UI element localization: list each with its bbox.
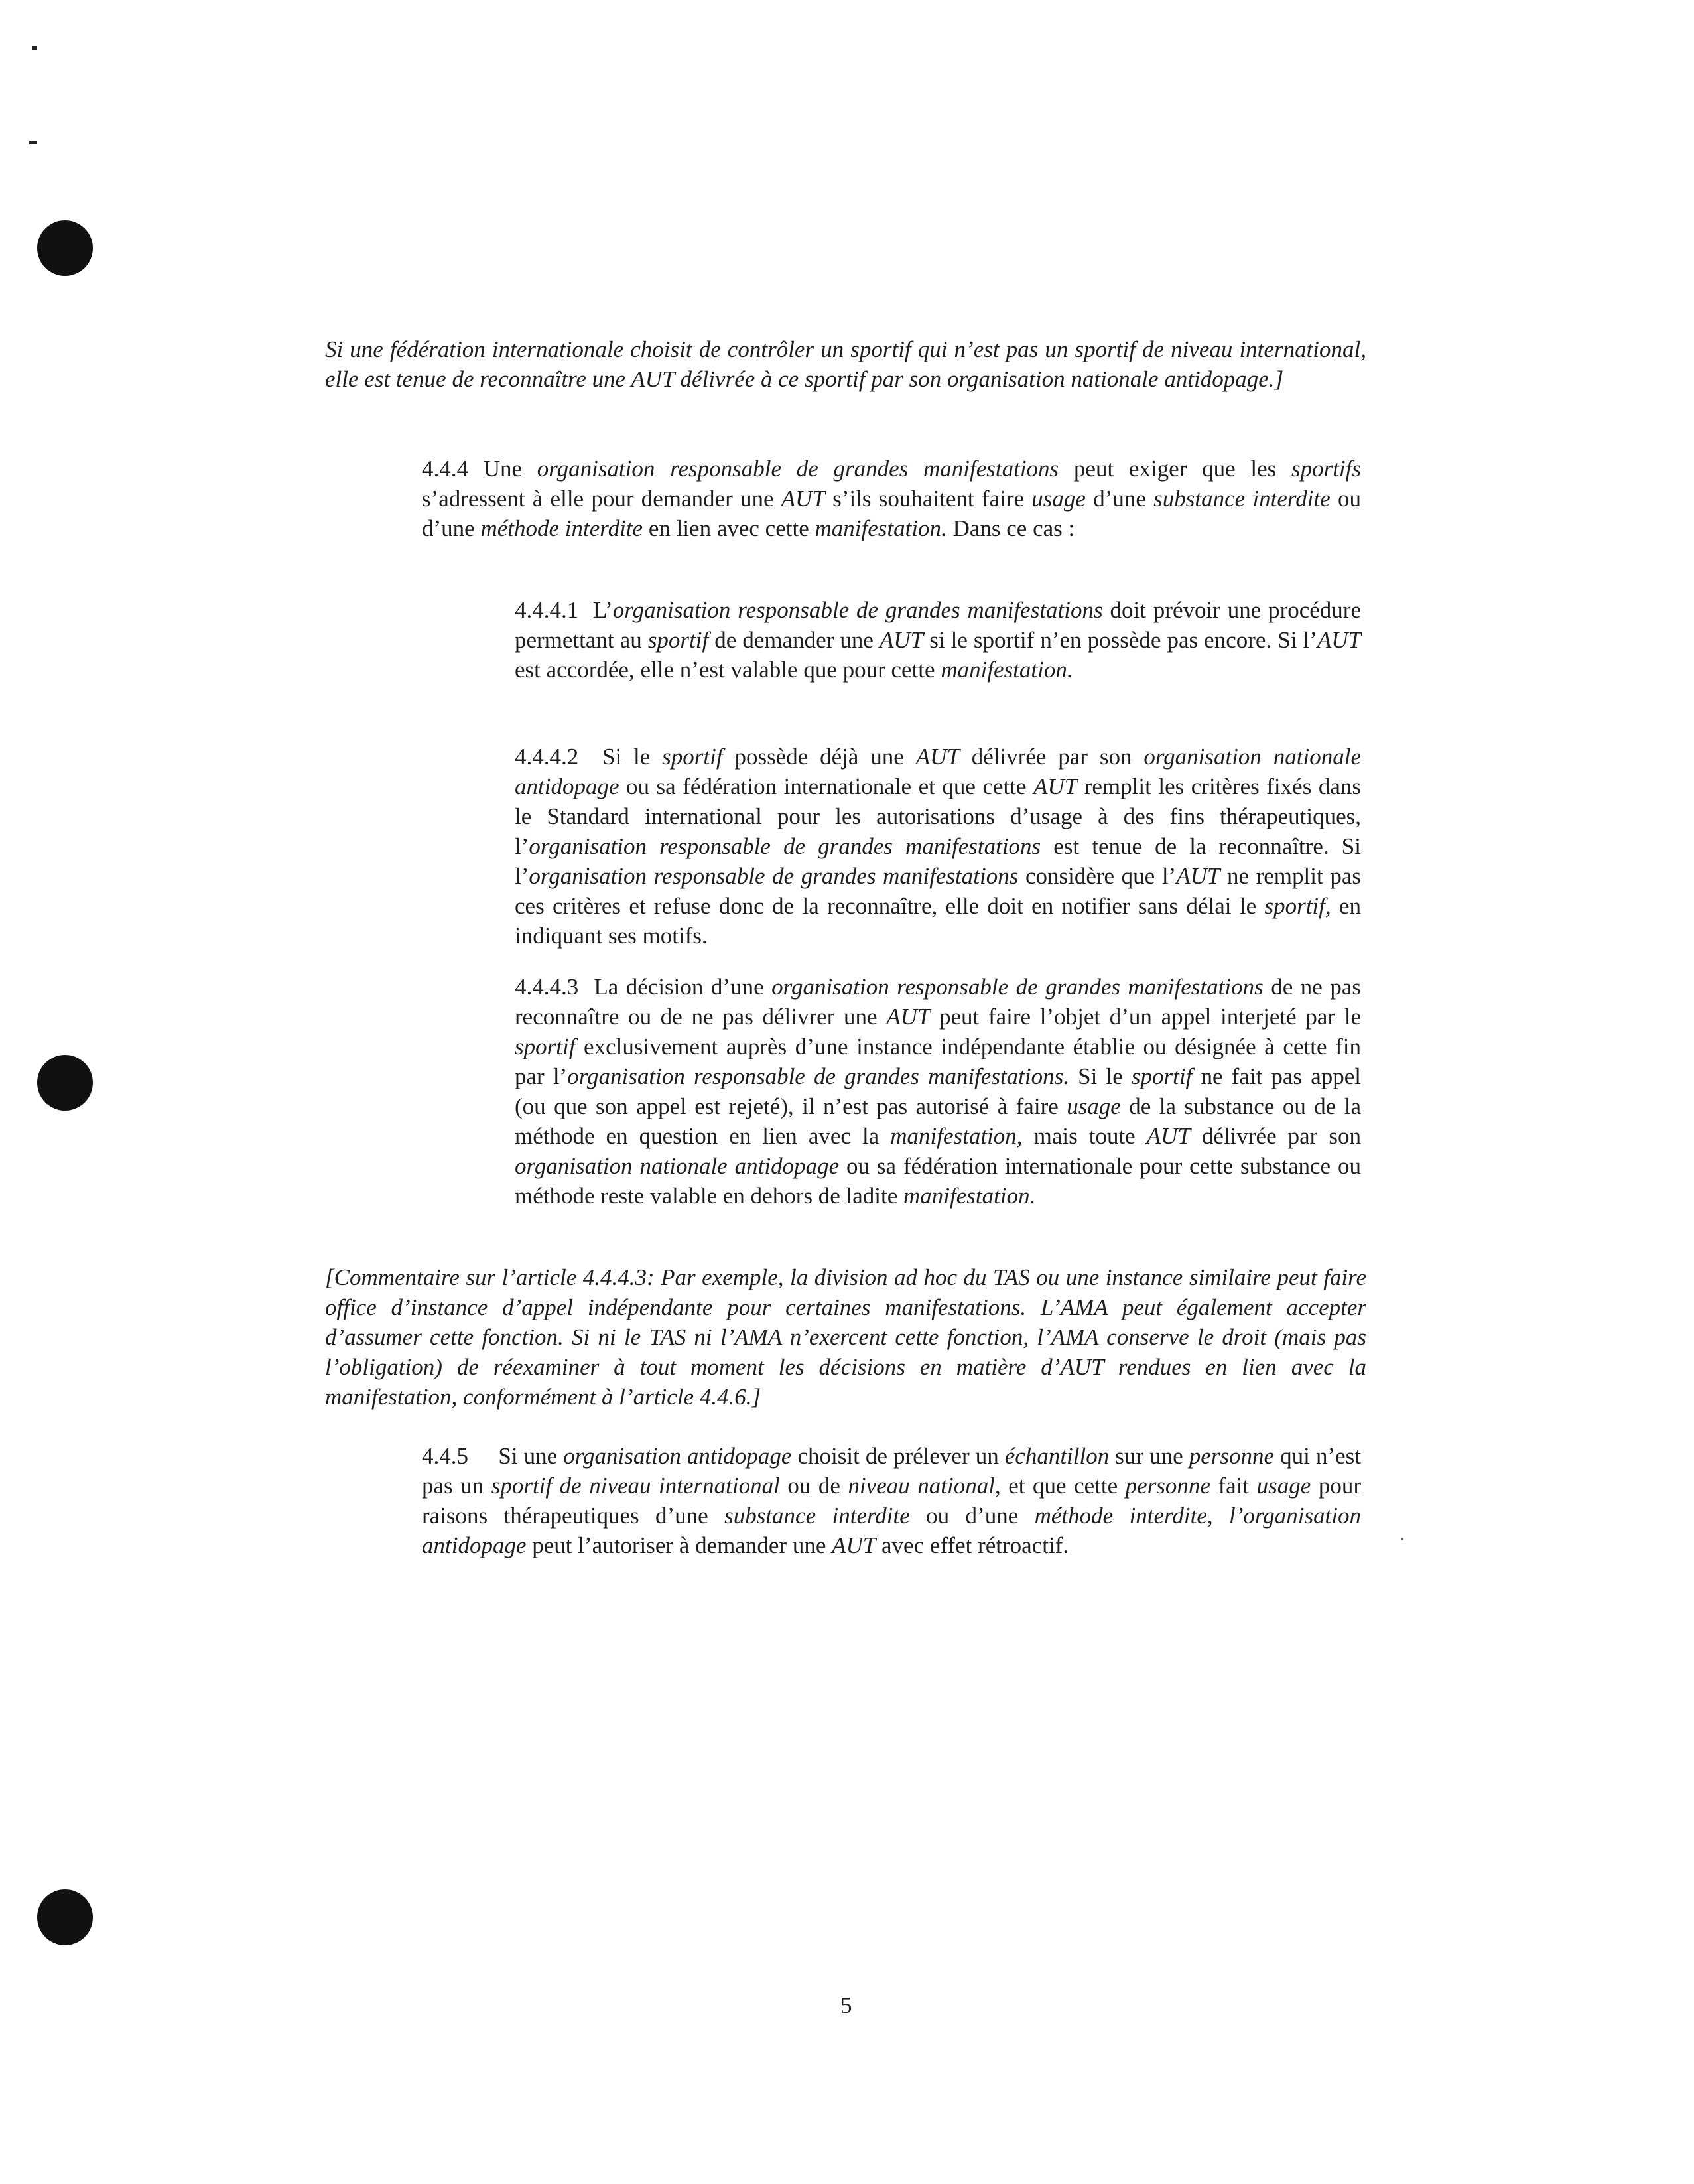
- text-run: peut faire l’objet d’un appel interjeté par le: [930, 1004, 1361, 1030]
- text-run: délivrée par son: [1190, 1123, 1361, 1149]
- text-run: L’: [592, 597, 613, 623]
- italic-run: manifestation,: [890, 1123, 1023, 1149]
- text-run: Une: [468, 456, 537, 482]
- text-run: mais toute: [1022, 1123, 1147, 1149]
- text-run: délivrée par son: [959, 744, 1144, 770]
- italic-run: organisation antidopage: [563, 1443, 792, 1469]
- italic-run: substance interdite: [724, 1503, 910, 1529]
- italic-run: sportif de niveau international: [491, 1473, 780, 1499]
- italic-run: organisation responsable de grandes manifestations: [771, 974, 1264, 1000]
- text-run: considère que l’: [1018, 863, 1177, 889]
- italic-run: manifestation.: [814, 515, 947, 541]
- intro-commentary: [325, 334, 1366, 394]
- italic-run: personne: [1189, 1443, 1275, 1469]
- text-run: peut l’autoriser à demander une: [526, 1533, 832, 1558]
- text-run: avec effet rétroactif.: [876, 1533, 1069, 1558]
- commentary-4-4-4-3: [325, 1263, 1366, 1412]
- italic-run: AUT: [880, 627, 924, 653]
- italic-run: AUT: [886, 1004, 931, 1030]
- text-run: s’ils souhaitent faire: [824, 486, 1032, 512]
- text-run: doit prévoir une procédure permettant au: [515, 597, 1362, 653]
- text-run: d’une: [1085, 486, 1154, 512]
- text-run: ou d’une: [909, 1503, 1035, 1529]
- italic-run: organisation responsable de grandes manifestations: [612, 597, 1103, 623]
- section-number: 4.4.4: [422, 456, 468, 482]
- text-run: en indiquant ses motifs.: [515, 893, 1361, 949]
- italic-run: AUT: [1033, 774, 1078, 799]
- italic-run: sportifs: [1291, 456, 1361, 482]
- text-run: possède déjà une: [722, 744, 916, 770]
- italic-run: AUT: [1176, 863, 1220, 889]
- italic-run: sportif,: [1264, 893, 1331, 919]
- section-number: 4.4.4.2: [515, 744, 579, 770]
- section-number: 4.4.4.3: [515, 974, 579, 1000]
- text-run: est tenue de la reconnaître. Si l’: [515, 833, 1361, 889]
- italic-run: organisation responsable de grandes manifestations: [537, 456, 1059, 482]
- italic-run: sportif: [515, 1034, 576, 1059]
- text-run: est accordée, elle n’est valable que pour cette: [515, 657, 941, 683]
- italic-run: AUT: [832, 1533, 876, 1558]
- text-run: Si le: [602, 744, 663, 770]
- text-run: Si le: [1069, 1063, 1132, 1089]
- text-run: ou sa fédération internationale pour cette substance ou méthode reste valable en dehors de ladite: [515, 1153, 1361, 1209]
- italic-run: organisation nationale antidopage: [515, 744, 1361, 799]
- italic-run: organisation responsable de grandes manifestations.: [567, 1063, 1069, 1089]
- section-4-4-4-2: [515, 742, 1361, 951]
- scan-mark-top-2: [29, 141, 37, 144]
- text-run: pour raisons thérapeutiques d’une: [422, 1473, 1362, 1529]
- text-run: de la substance ou de la méthode en question en lien avec la: [515, 1093, 1362, 1149]
- text-run: ,: [1206, 1503, 1230, 1529]
- italic-run: usage: [1031, 486, 1086, 512]
- italic-run: niveau national: [848, 1473, 995, 1499]
- text-run: ne remplit pas ces critères et refuse donc de la reconnaître, elle doit en notifier sans délai le: [515, 863, 1361, 919]
- text-run: ou sa fédération internationale et que cette: [619, 774, 1034, 799]
- text-run: en lien avec cette: [643, 515, 815, 541]
- italic-run: AUT: [915, 744, 960, 770]
- italic-run: AUT: [1317, 627, 1361, 653]
- italic-run: usage: [1256, 1473, 1311, 1499]
- text-run: s’adressent à elle pour demander une: [422, 486, 781, 512]
- scan-speck: [1401, 1538, 1403, 1540]
- text-run: remplit les critères fixés dans le Standard international pour les autorisations d’usage à des fins thérapeutiques, l’: [515, 774, 1362, 859]
- text-run: de ne pas reconnaître ou de ne pas délivrer une: [515, 974, 1362, 1030]
- section-4-4-4: [422, 454, 1361, 543]
- section-4-4-5: [422, 1441, 1361, 1560]
- text-run: fait: [1210, 1473, 1257, 1499]
- italic-run: usage: [1067, 1093, 1121, 1119]
- italic-run: l’organisation antidopage: [422, 1503, 1362, 1558]
- text-run: , et que cette: [994, 1473, 1126, 1499]
- italic-run: AUT: [781, 486, 825, 512]
- text-run: Dans ce cas :: [946, 515, 1075, 541]
- italic-run: personne: [1125, 1473, 1210, 1499]
- italic-run: sportif: [1131, 1063, 1193, 1089]
- text-run: qui n’est pas un: [422, 1443, 1361, 1499]
- italic-run: méthode interdite: [480, 515, 643, 541]
- italic-run: organisation nationale antidopage: [515, 1153, 840, 1179]
- italic-run: [Commentaire sur l’article 4.4.4.3: Par exemple, la division ad hoc du TAS ou une instance similaire peut faire office d’instance d’appel indépendante pour certaines manifestations. L’AMA peut également accepter d’assumer cette fonction. Si ni le TAS ni l’AMA n’exercent cette fonction, l’AMA conserve le droit (mais pas l’obligation) de réexaminer à tout moment les décisions en matière d’AUT rendues en lien avec la manifestation, conformément à l’article 4.4.6.]: [325, 1264, 1366, 1410]
- italic-run: méthode interdite: [1034, 1503, 1207, 1529]
- section-4-4-4-1: [515, 595, 1361, 685]
- text-run: peut exiger que les: [1059, 456, 1291, 482]
- section-4-4-4-3: [515, 972, 1361, 1211]
- punch-hole-bottom: [37, 1889, 93, 1945]
- text-run: ou d’une: [422, 486, 1362, 541]
- text-run: sur une: [1109, 1443, 1189, 1469]
- section-number: 4.4.4.1: [515, 597, 579, 623]
- text-run: La décision d’une: [594, 974, 772, 1000]
- text-run: choisit de prélever un: [791, 1443, 1005, 1469]
- italic-run: sportif: [662, 744, 723, 770]
- punch-hole-middle: [37, 1055, 93, 1111]
- text-run: ne fait pas appel (ou que son appel est rejeté), il n’est pas autorisé à faire: [515, 1063, 1361, 1119]
- italic-run: échantillon: [1004, 1443, 1110, 1469]
- text-run: ou de: [779, 1473, 848, 1499]
- text-run: si le sportif n’en possède pas encore. Si l’: [923, 627, 1317, 653]
- italic-run: organisation responsable de grandes manifestations: [529, 833, 1041, 859]
- intro-commentary-text: Si une fédération internationale choisit de contrôler un sportif qui n’est pas un sportif de niveau international, elle est tenue de reconnaître une AUT délivrée à ce sportif par son organisation nationale antidopage.]: [325, 336, 1366, 392]
- text-run: exclusivement auprès d’une instance indépendante établie ou désignée à cette fin par l’: [515, 1034, 1361, 1089]
- page-number: 5: [840, 1992, 852, 2018]
- italic-run: manifestation.: [941, 657, 1073, 683]
- punch-hole-top: [37, 220, 93, 276]
- italic-run: organisation responsable de grandes manifestations: [529, 863, 1019, 889]
- italic-run: manifestation.: [903, 1183, 1036, 1209]
- italic-run: substance interdite: [1153, 486, 1331, 512]
- text-run: de demander une: [708, 627, 880, 653]
- section-number: 4.4.5: [422, 1443, 468, 1469]
- italic-run: sportif: [647, 627, 709, 653]
- scan-mark-top: [32, 46, 37, 50]
- italic-run: AUT: [1146, 1123, 1191, 1149]
- text-run: Si une: [498, 1443, 564, 1469]
